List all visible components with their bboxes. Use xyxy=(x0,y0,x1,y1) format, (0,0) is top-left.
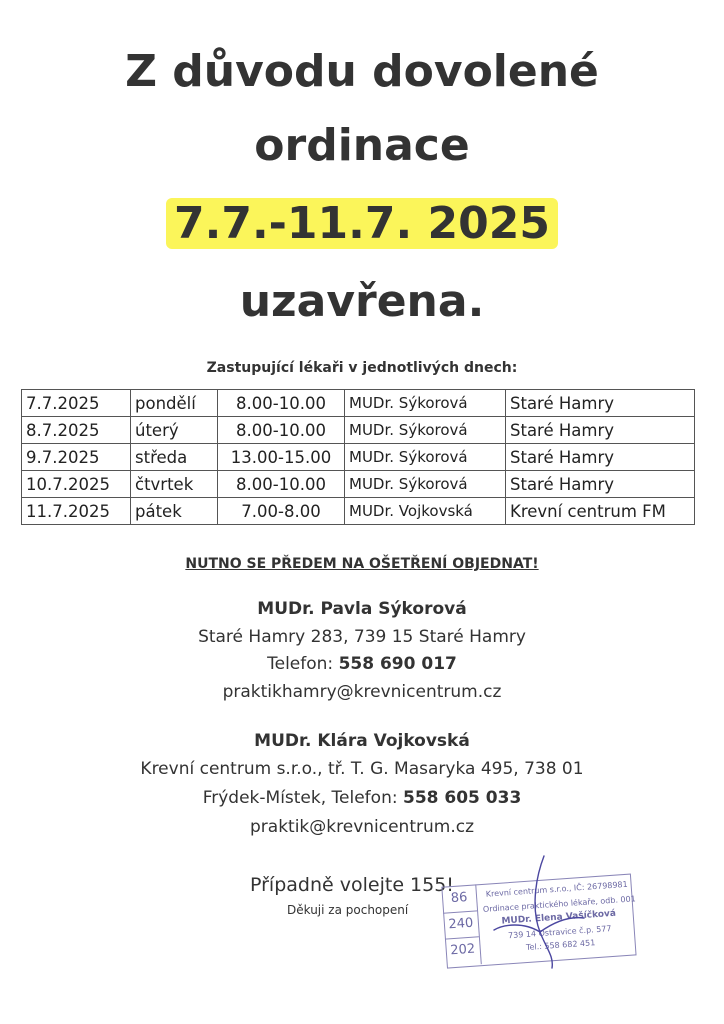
stamp-line: Tel.: 558 682 451 xyxy=(525,938,596,953)
stamp-line: Ordinace praktického lékaře, odb. 001 xyxy=(482,894,637,914)
cell-place: Krevní centrum FM xyxy=(506,498,695,525)
cell-time: 8.00-10.00 xyxy=(218,471,345,498)
cell-time: 8.00-10.00 xyxy=(218,390,345,417)
cell-doctor: MUDr. Sýkorová xyxy=(345,390,506,417)
cell-place: Staré Hamry xyxy=(506,471,695,498)
cell-day: pondělí xyxy=(131,390,218,417)
title-line-1: Z důvodu dovolené xyxy=(125,46,599,97)
stamp-number: 240 xyxy=(448,915,474,933)
schedule-table xyxy=(21,389,695,525)
cell-place: Staré Hamry xyxy=(506,444,695,471)
doctor2-phone: 558 605 033 xyxy=(402,788,522,808)
doctor1-phone-line xyxy=(0,652,724,676)
doctor1-name: MUDr. Pavla Sýkorová xyxy=(257,599,467,619)
cell-day: středa xyxy=(131,444,218,471)
cell-time: 8.00-10.00 xyxy=(218,417,345,444)
stamp-line: 739 14 Ostravice č.p. 577 xyxy=(507,924,612,941)
stamp-number: 202 xyxy=(449,941,476,959)
stamp-line: Krevní centrum s.r.o., IČ: 26798981 xyxy=(485,879,628,899)
doctor1-phone: 558 690 017 xyxy=(338,654,457,674)
stamp-number: 86 xyxy=(450,890,468,907)
stamp-line: MUDr. Elena Vašíčková xyxy=(501,908,617,927)
title-dates xyxy=(0,196,724,252)
signature xyxy=(474,852,604,972)
thanks-note: Děkuji za pochopení xyxy=(287,903,409,917)
cell-day: úterý xyxy=(131,417,218,444)
table-row xyxy=(22,417,695,444)
cell-doctor: MUDr. Vojkovská xyxy=(345,498,506,525)
cell-doctor: MUDr. Sýkorová xyxy=(345,417,506,444)
cell-day: čtvrtek xyxy=(131,471,218,498)
doctor2-address: Krevní centrum s.r.o., tř. T. G. Masaryka 495, 738 01 xyxy=(140,759,584,779)
cell-place: Staré Hamry xyxy=(506,390,695,417)
cell-doctor: MUDr. Sýkorová xyxy=(345,471,506,498)
highlighted-dates: 7.7.-11.7. 2025 xyxy=(166,198,558,249)
cell-date: 8.7.2025 xyxy=(22,417,131,444)
cell-date: 9.7.2025 xyxy=(22,444,131,471)
table-title: Zastupující lékaři v jednotlivých dnech: xyxy=(206,360,518,376)
appointment-notice: NUTNO SE PŘEDEM NA OŠETŘENÍ OBJEDNAT! xyxy=(185,556,539,572)
doctor2-email: praktik@krevnicentrum.cz xyxy=(250,817,474,837)
table-row xyxy=(22,498,695,525)
doctor2-name: MUDr. Klára Vojkovská xyxy=(254,731,470,751)
table-row xyxy=(22,471,695,498)
cell-date: 11.7.2025 xyxy=(22,498,131,525)
doctor2-phone-label: Frýdek-Místek, Telefon: xyxy=(202,788,403,808)
cell-time: 13.00-15.00 xyxy=(218,444,345,471)
cell-doctor: MUDr. Sýkorová xyxy=(345,444,506,471)
doctor1-address: Staré Hamry 283, 739 15 Staré Hamry xyxy=(198,627,526,647)
emergency-note: Případně volejte 155! xyxy=(250,874,454,896)
title-line-4: uzavřena. xyxy=(239,276,485,327)
table-row xyxy=(22,390,695,417)
cell-day: pátek xyxy=(131,498,218,525)
title-line-2: ordinace xyxy=(254,120,470,171)
doctor2-phone-line xyxy=(0,786,724,810)
doctor1-email: praktikhamry@krevnicentrum.cz xyxy=(222,682,502,702)
cell-date: 7.7.2025 xyxy=(22,390,131,417)
cell-date: 10.7.2025 xyxy=(22,471,131,498)
table-row xyxy=(22,444,695,471)
doctor1-phone-label: Telefon: xyxy=(267,654,339,674)
cell-place: Staré Hamry xyxy=(506,417,695,444)
cell-time: 7.00-8.00 xyxy=(218,498,345,525)
